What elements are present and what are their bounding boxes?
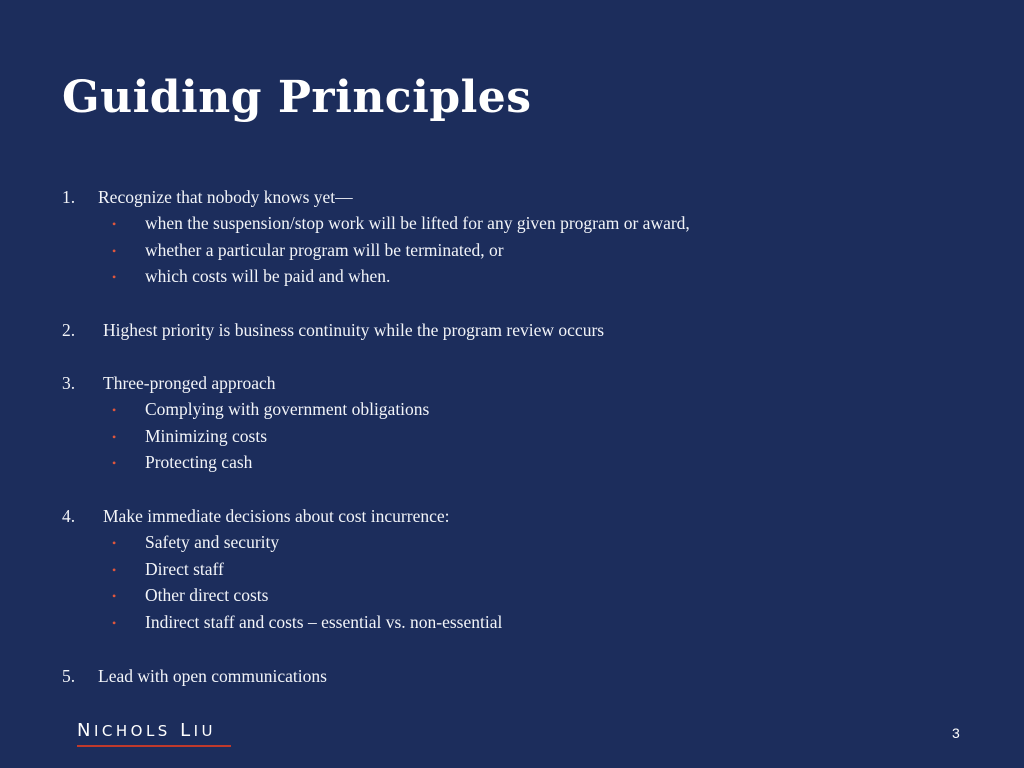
principle-4-bullet-1: Safety and security <box>145 532 280 552</box>
bullet-icon: • <box>112 563 117 577</box>
principle-3-bullet-1: Complying with government obligations <box>145 399 430 419</box>
principle-1-bullet-3: which costs will be paid and when. <box>145 266 391 286</box>
principle-4-number: 4. <box>62 506 76 526</box>
bullet-icon: • <box>112 270 117 284</box>
principle-1-text: Recognize that nobody knows yet— <box>98 187 353 207</box>
principle-1-bullet-1: when the suspension/stop work will be lifted for any given program or award, <box>145 213 690 233</box>
bullet-icon: • <box>112 403 117 417</box>
bullet-icon: • <box>112 536 117 550</box>
principle-4-text: Make immediate decisions about cost incurrence: <box>103 506 450 526</box>
logo-rest-first: ICHOLS <box>93 722 171 740</box>
principle-4-bullet-3: Other direct costs <box>145 585 269 605</box>
bullet-icon: • <box>112 589 117 603</box>
principle-1-number: 1. <box>62 187 76 207</box>
principle-2-number: 2. <box>62 320 76 340</box>
logo-underline <box>77 745 231 747</box>
logo-initial-l: L <box>180 720 194 741</box>
principle-4-bullet-4: Indirect staff and costs – essential vs. non-essential <box>145 612 503 632</box>
principle-5-text: Lead with open communications <box>98 666 327 686</box>
principle-3-number: 3. <box>62 373 76 393</box>
logo-initial-n: N <box>77 720 94 741</box>
company-logo <box>77 720 216 742</box>
principle-1-bullet-2: whether a particular program will be terminated, or <box>145 240 504 260</box>
bullet-icon: • <box>112 456 117 470</box>
bullet-icon: • <box>112 244 117 258</box>
principle-4-bullet-2: Direct staff <box>145 559 224 579</box>
principle-5-number: 5. <box>62 666 76 686</box>
bullet-icon: • <box>112 217 117 231</box>
page-number: 3 <box>952 725 960 741</box>
slide-title: Guiding Principles <box>62 72 532 123</box>
principle-3-bullet-2: Minimizing costs <box>145 426 268 446</box>
principle-3-bullet-3: Protecting cash <box>145 452 253 472</box>
principle-2-text: Highest priority is business continuity while the program review occurs <box>103 320 605 340</box>
bullet-icon: • <box>112 430 117 444</box>
bullet-icon: • <box>112 616 117 630</box>
principle-3-text: Three-pronged approach <box>103 373 276 393</box>
logo-rest-last: IU <box>193 722 217 740</box>
